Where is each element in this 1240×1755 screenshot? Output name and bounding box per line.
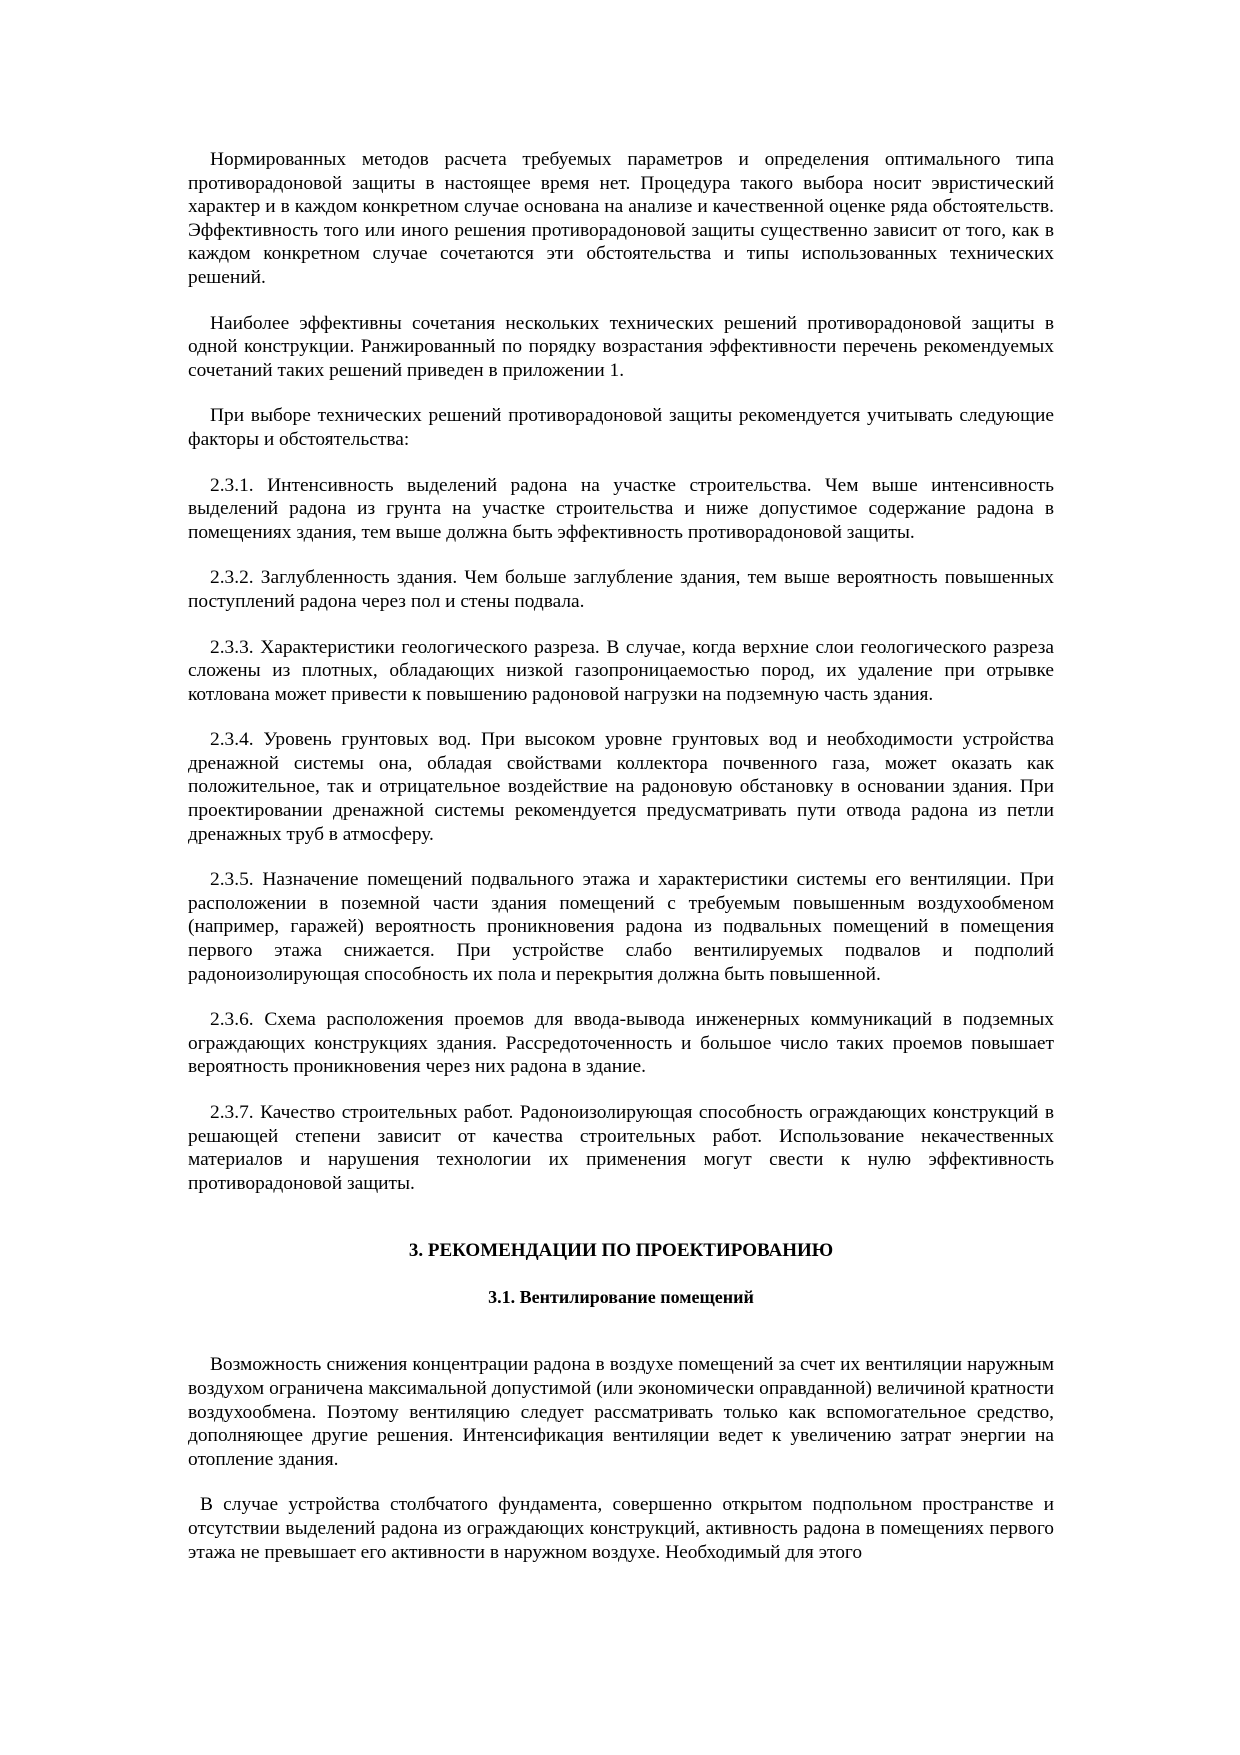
document-page — [188, 148, 1054, 1586]
intro-paragraph-3: При выборе технических решений противорадоновой защиты рекомендуется учитывать следующие факторы и обстоятельства: — [188, 405, 1054, 450]
subsection-heading: 3.1. Вентилирование помещений — [488, 1287, 754, 1308]
factor-2-3-3: 2.3.3. Характеристики геологического разреза. В случае, когда верхние слои геологического разреза сложены из плотных, обладающих низкой газопроницаемостью пород, их удаление при отрывке котлована может привести к повышению радоновой нагрузки на подземную часть здания. — [188, 636, 1054, 705]
factor-2-3-1: 2.3.1. Интенсивность выделений радона на участке строительства. Чем выше интенсивность выделений радона из грунта на участке строительства и ниже допустимое содержание радона в помещениях здания, тем выше должна быть эффективность противорадоновой защиты. — [188, 474, 1054, 543]
section-heading: 3. РЕКОМЕНДАЦИИ ПО ПРОЕКТИРОВАНИЮ — [408, 1240, 834, 1262]
factor-2-3-6: 2.3.6. Схема расположения проемов для ввода-вывода инженерных коммуникаций в подземных ограждающих конструкциях здания. Рассредоточенность и большое число таких проемов повышает вероятность проникновения через них радона в здание. — [188, 1009, 1054, 1078]
intro-paragraph-2: Наиболее эффективны сочетания нескольких технических решений противорадоновой защиты в одной конструкции. Ранжированный по порядку возрастания эффективности перечень рекомендуемых сочетаний таких решений приведен в приложении 1. — [188, 312, 1054, 381]
factor-2-3-7: 2.3.7. Качество строительных работ. Радоноизолирующая способность ограждающих конструкций в решающей степени зависит от качества строительных работ. Использование некачественных материалов и нарушения технологии их применения могут свести к нулю эффективность противорадоновой защиты. — [188, 1102, 1054, 1194]
factor-2-3-2: 2.3.2. Заглубленность здания. Чем больше заглубление здания, тем выше вероятность повышенных поступлений радона через пол и стены подвала. — [188, 567, 1054, 612]
section-paragraph-2: В случае устройства столбчатого фундамента, совершенно открытом подпольном пространстве и отсутствии выделений радона из ограждающих конструкций, активность радона в помещениях первого этажа не превышает его активности в наружном воздухе. Необходимый для этого — [188, 1494, 1054, 1563]
factor-2-3-5: 2.3.5. Назначение помещений подвального этажа и характеристики системы его вентиляции. При расположении в поземной части здания помещений с требуемым повышенным воздухообменом (например, гаражей) вероятность проникновения радона из подвальных помещений в помещения первого этажа снижается. При устройстве слабо вентилируемых подвалов и подполий радоноизолирующая способность их пола и перекрытия должна быть повышенной. — [188, 869, 1054, 985]
section-body — [188, 1353, 1054, 1564]
factor-2-3-4: 2.3.4. Уровень грунтовых вод. При высоком уровне грунтовых вод и необходимости устройства дренажной системы она, обладая свойствами коллектора почвенного газа, может оказать как положительное, так и отрицательное воздействие на радоновую обстановку в основании здания. При проектировании дренажной системы рекомендуется предусматривать пути отвода радона из петли дренажных труб в атмосферу. — [188, 729, 1054, 845]
section-paragraph-1: Возможность снижения концентрации радона в воздухе помещений за счет их вентиляции наружным воздухом ограничена максимальной допустимой (или экономически оправданной) величиной кратности воздухообмена. Поэтому вентиляцию следует рассматривать только как вспомогательное средство, дополняющее другие решения. Интенсификация вентиляции ведет к увеличению затрат энергии на отопление здания. — [188, 1354, 1054, 1470]
intro-paragraph-1: Нормированных методов расчета требуемых параметров и определения оптимального типа противорадоновой защиты в настоящее время нет. Процедура такого выбора носит эвристический характер и в каждом конкретном случае основана на анализе и качественной оценке ряда обстоятельств. Эффективность того или иного решения противорадоновой защиты существенно зависит от того, как в каждом конкретном случае сочетаются эти обстоятельства и типы использованных технических решений. — [188, 149, 1054, 288]
